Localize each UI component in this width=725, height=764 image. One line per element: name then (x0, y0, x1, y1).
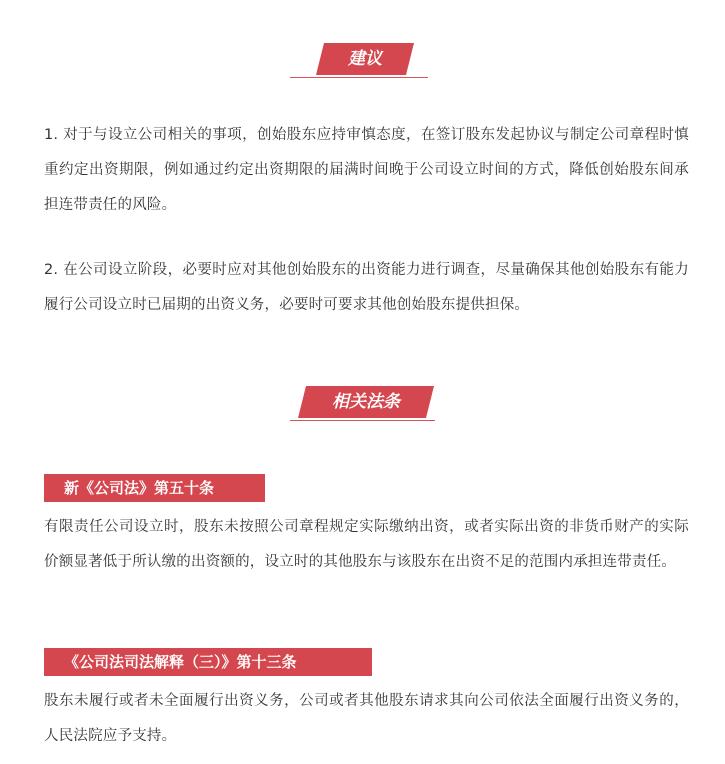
article-label-1: 新《公司法》第五十条 (44, 474, 265, 502)
header-underline (290, 77, 428, 78)
article-text-2: 股东未履行或者未全面履行出资义务，公司或者其他股东请求其向公司依法全面履行出资义务的，人民法院应予支持。 (44, 693, 689, 744)
header-underline (290, 420, 435, 421)
section-header-suggestions (0, 40, 725, 80)
section-title-suggestions: 建议 (348, 49, 382, 69)
section-title-related-laws: 相关法条 (332, 392, 400, 412)
section-header-related-laws (0, 383, 725, 423)
article-label-2: 《公司法司法解释（三）》第十三条 (44, 648, 372, 676)
article-text-1: 有限责任公司设立时，股东未按照公司章程规定实际缴纳出资，或者实际出资的非货币财产的实际价额显著低于所认缴的出资额的，设立时的其他股东与该股东在出资不足的范围内承担连带责任。 (44, 519, 689, 570)
suggestion-paragraph-2: 2. 在公司设立阶段，必要时应对其他创始股东的出资能力进行调查，尽量确保其他创始股东有能力履行公司设立时已届期的出资义务，必要时可要求其他创始股东提供担保。 (44, 262, 689, 313)
header-banner (298, 386, 434, 418)
header-banner (316, 43, 414, 75)
suggestion-paragraph-1: 1. 对于与设立公司相关的事项，创始股东应持审慎态度，在签订股东发起协议与制定公司章程时慎重约定出资期限，例如通过约定出资期限的届满时间晚于公司设立时间的方式，降低创始股东间承担连带责任的风险。 (44, 127, 689, 213)
